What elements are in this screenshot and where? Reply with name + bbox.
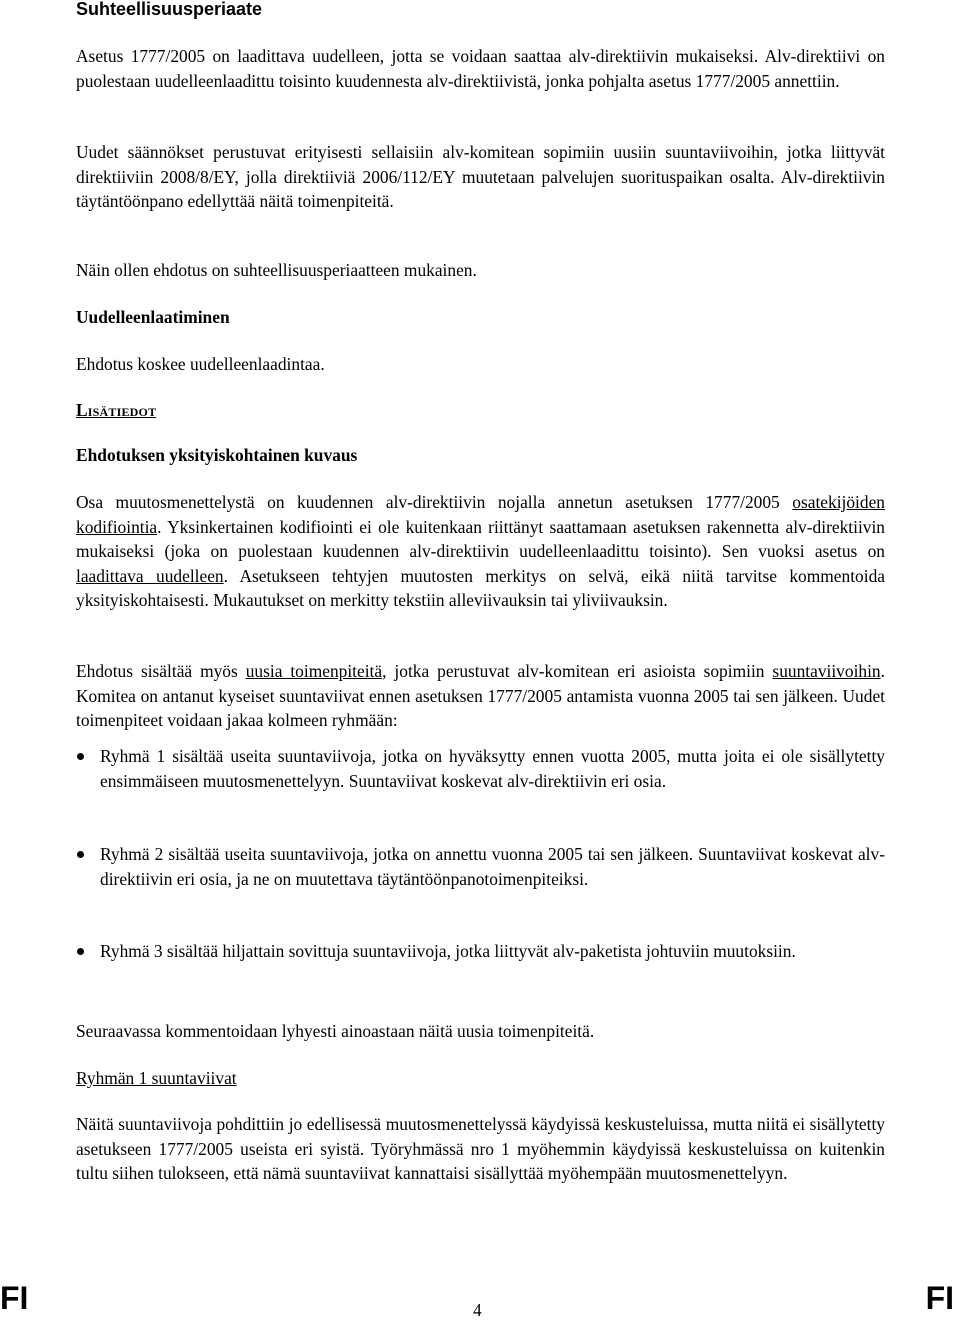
heading-group-1-guidelines-text: Ryhmän 1 suuntaviivat [76, 1068, 237, 1088]
heading-group-1-guidelines [76, 1066, 885, 1091]
bullet-icon [77, 948, 84, 955]
bullet-icon [77, 753, 84, 760]
p6-underlined-new-measures: uusia toimenpiteitä [245, 661, 383, 681]
p6-underlined-guidelines: suuntaviivoihin [772, 661, 881, 681]
paragraph-new-rules: Uudet säännökset perustuvat erityisesti sellaisiin alv-komitean sopimiin uusiin suuntaviivoihin, jotka liittyvät direktiiviin 2008/8/EY, jolla direktiiviä 2006/112/EY muutetaan palvelujen suorituspaikan osalta. Alv-direktiivin täytäntöönpano edellyttää näitä toimenpiteitä. [76, 142, 885, 211]
bullet-group-1-text: Ryhmä 1 sisältää useita suuntaviivoja, jotka on hyväksytty ennen vuotta 2005, mutta joita ei ole sisällytetty ensimmäiseen muutosmenettelyyn. Suuntaviivat koskevat alv-direktiivin eri osia. [100, 746, 885, 791]
p5-part-c: . Asetukseen tehtyjen muutosten merkitys on selvä, eikä niitä tarvitse kommentoida yksityiskohtaisesti. Mukautukset on merkitty tekstiin alleviivauksin tai yliviivauksin. [76, 565, 885, 610]
bullet-group-2-text: Ryhmä 2 sisältää useita suuntaviivoja, jotka on annettu vuonna 2005 tai sen jälkeen. Suuntaviivat koskevat alv-direktiivin eri osia, ja ne on muutettava täytäntöönpanotoimenpiteiksi. [100, 844, 885, 889]
paragraph-new-measures [76, 659, 885, 733]
footer-language-right: FI [925, 1280, 954, 1316]
paragraph-proportionality-conclusion: Näin ollen ehdotus on suhteellisuusperiaatteen mukainen. [76, 260, 477, 280]
footer-language-left: FI [0, 1280, 29, 1316]
paragraph-recast-reason: Asetus 1777/2005 on laadittava uudelleen, jotta se voidaan saattaa alv-direktiivin mukaiseksi. Alv-direktiivi on puolestaan uudelleenlaadittu toisinto kuudennesta alv-direktiivistä, jonka pohjalta asetus 1777/2005 annettiin. [76, 46, 885, 91]
heading-detailed-description-text: Ehdotuksen yksityiskohtainen kuvaus [76, 445, 358, 465]
bullet-group-3-text: Ryhmä 3 sisältää hiljattain sovittuja suuntaviivoja, jotka liittyvät alv-paketista johtuviin muutoksiin. [100, 941, 796, 961]
p5-part-a: Osa muutosmenettelystä on kuudennen alv-direktiivin nojalla annetun asetuksen 1777/2005 [76, 492, 793, 512]
bullet-group-2 [100, 842, 885, 891]
heading-recast-text: Uudelleenlaatiminen [76, 307, 230, 327]
bullet-group-1 [100, 744, 885, 793]
p5-underlined-codification: osatekijöiden kodifiointia [76, 492, 885, 537]
p6-part-b: , jotka perustuvat alv-komitean eri asioista sopimiin [382, 661, 773, 681]
p5-part-b: . Yksinkertainen kodifiointi ei ole kuitenkaan riittänyt saattamaan asetuksen rakennetta alv-direktiivin mukaiseksi (joka on puolestaan kuudennen alv-direktiivin uudelleenlaadittu toisinto). Sen vuoksi asetus on [76, 516, 885, 561]
paragraph-codification [76, 490, 885, 613]
paragraph-comment-note: Seuraavassa kommentoidaan lyhyesti ainoastaan näitä uusia toimenpiteitä. [76, 1021, 595, 1041]
p5-underlined-recast: laadittava uudelleen [76, 565, 224, 586]
bullet-group-3 [100, 939, 885, 964]
p6-part-c: . Komitea on antanut kyseiset suuntaviivat ennen asetuksen 1777/2005 antamista vuonna 2005 tai sen jälkeen. Uudet toimenpiteet voidaan jakaa kolmeen ryhmään: [76, 661, 885, 730]
heading-additional-info [76, 398, 885, 423]
paragraph-group-1-details: Näitä suuntaviivoja pohdittiin jo edellisessä muutosmenettelyssä käydyissä keskusteluissa, mutta niitä ei sisällytetty asetukseen 1777/2005 useista eri syistä. Työryhmässä nro 1 myöhemmin käydyissä keskusteluissa on kuitenkin tultu siihen tulokseen, että nämä suuntaviivat kannattaisi sisällyttää myöhempään muutosmenettelyyn. [76, 1114, 885, 1183]
heading-recast [76, 305, 885, 330]
bullet-icon [77, 851, 84, 858]
paragraph-recast-note: Ehdotus koskee uudelleenlaadintaa. [76, 354, 325, 374]
heading-proportionality: Suhteellisuusperiaate [76, 0, 263, 19]
footer-page-number: 4 [473, 1300, 482, 1320]
heading-additional-info-text: Lisätiedot [76, 400, 157, 420]
heading-detailed-description [76, 443, 885, 468]
p6-part-a: Ehdotus sisältää myös [76, 661, 246, 681]
